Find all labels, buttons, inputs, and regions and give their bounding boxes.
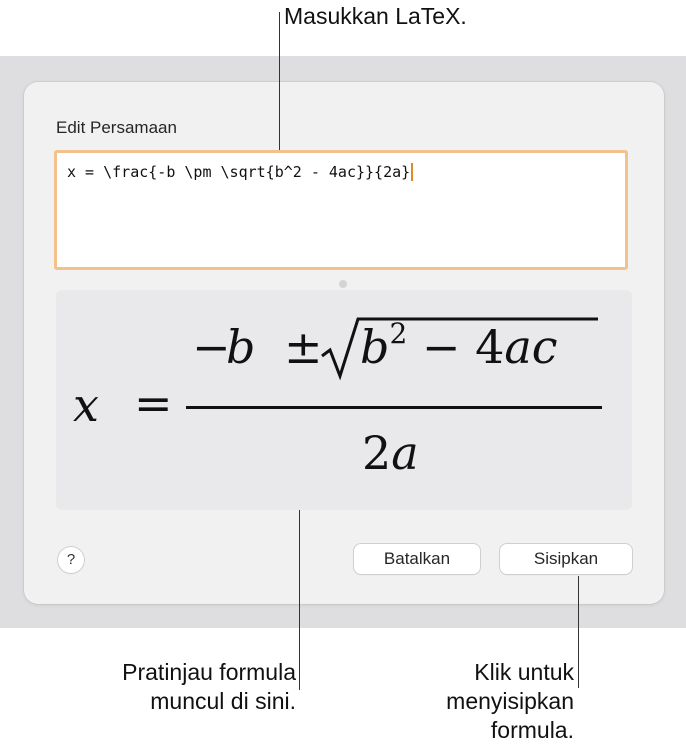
callout-enter-latex: Masukkan LaTeX. — [284, 3, 467, 29]
latex-input-text[interactable] — [67, 163, 413, 181]
cancel-button[interactable]: Batalkan — [354, 544, 480, 574]
formula-radicand — [360, 317, 558, 374]
formula-exponent: 2 — [389, 317, 408, 350]
leader-line-preview — [299, 510, 300, 690]
formula-minus: − — [192, 320, 231, 374]
insert-button[interactable]: Sisipkan — [500, 544, 632, 574]
callout-preview-line2: muncul di sini. — [150, 688, 296, 714]
help-button[interactable]: ? — [58, 547, 84, 573]
formula-preview — [56, 290, 632, 510]
rendered-formula — [56, 290, 632, 510]
dialog-title: Edit Persamaan — [56, 118, 177, 137]
latex-input-value: x = \frac{-b \pm \sqrt{b^2 - 4ac}}{2a} — [67, 163, 411, 181]
formula-ac: ac — [504, 320, 558, 374]
formula-b: b — [226, 320, 256, 374]
callout-insert-line1: Klik untuk — [474, 659, 574, 685]
fraction-bar — [186, 406, 602, 409]
callout-insert — [380, 658, 574, 745]
leader-line-latex — [279, 12, 280, 150]
callout-preview — [56, 658, 296, 716]
callout-insert-line3: formula. — [490, 717, 574, 743]
leader-line-insert — [578, 576, 579, 688]
formula-den-a: a — [391, 426, 419, 480]
formula-x: x — [73, 378, 99, 432]
latex-input[interactable] — [54, 150, 628, 270]
resize-handle[interactable] — [339, 280, 347, 288]
formula-minus-four: − 4 — [407, 320, 505, 374]
callout-insert-line2: menyisipkan — [446, 688, 574, 714]
edit-equation-dialog — [24, 82, 664, 604]
callout-preview-line1: Pratinjau formula — [122, 659, 296, 685]
text-caret — [411, 163, 413, 181]
formula-plus-minus: ± — [284, 320, 323, 374]
formula-den-two: 2 — [362, 426, 392, 480]
formula-denominator — [362, 426, 419, 480]
formula-equals: = — [134, 376, 173, 430]
formula-b-base: b — [360, 320, 390, 374]
